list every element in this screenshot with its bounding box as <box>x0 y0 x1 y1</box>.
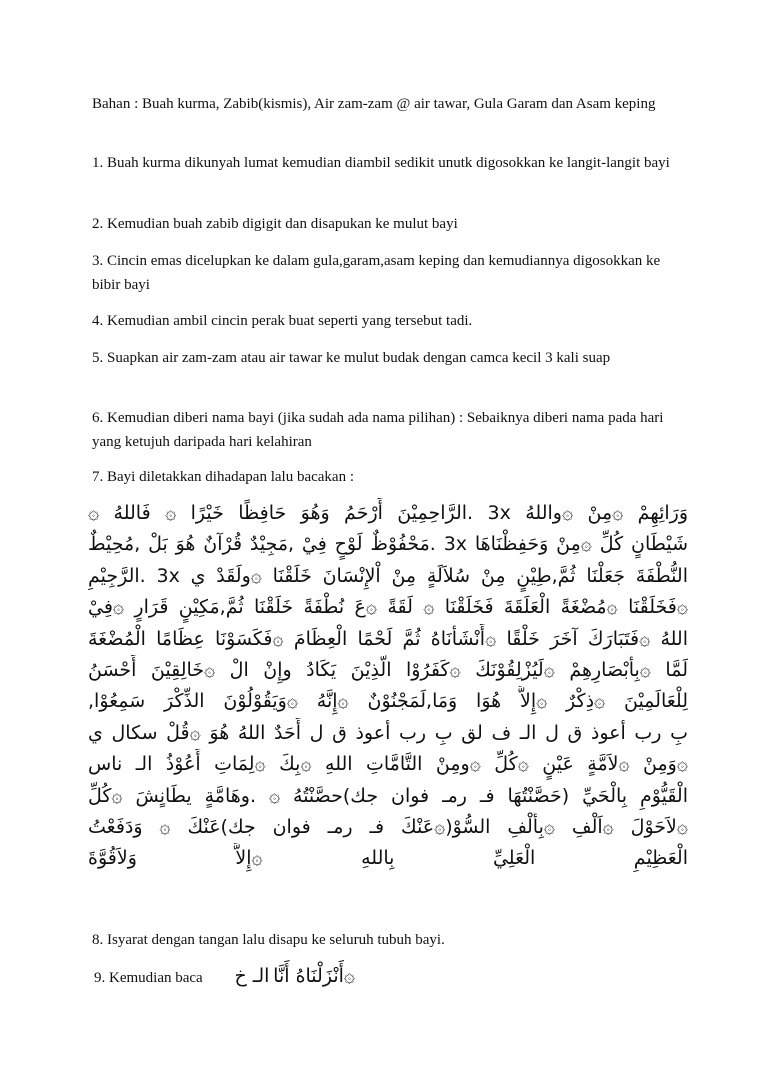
arabic-line: الْعَظِيْمِ الْعَلِيِّ بِاللهِ ۞إِلاَّ وَلاَقُوَّةَ <box>88 847 688 870</box>
step-6-paragraph: 6. Kemudian diberi nama bayi (jika sudah ada nama pilihan) : Sebaiknya diberi nama pada hari yang ketujuh daripada hari kelahiran <box>92 410 664 450</box>
step-9-label: 9. Kemudian baca <box>94 970 203 986</box>
arabic-line: بِ رب أعوذ ق ل الـ ف لق بِ رب أعوذ ق ل أَحَدٌ اللهُ هُوَ ۞قُلْ سكال ي <box>88 721 688 744</box>
step-2-paragraph: 2. Kemudian buah zabib digigit dan disapukan ke mulut bayi <box>92 216 458 232</box>
step-8-paragraph: 8. Isyarat dengan tangan lalu disapu ke seluruh tubuh bayi. <box>92 932 445 948</box>
step-4-paragraph: 4. Kemudian ambil cincin perak buat seperti yang tersebut tadi. <box>92 313 473 329</box>
step-9-arabic-tail: الـ خ <box>234 965 270 987</box>
arabic-prayer-block <box>88 498 688 875</box>
arabic-line: ۞فَخَلَقْنَا ۞مُضْغَةً الْعَلَقَةَ فَخَلَقْنَا ۞ لَقَةً ۞عَ نُطْفَةً خَلَقْنَا ثُمَّ,مَكِيْنٍ قَرَارٍ ۞فِيْ <box>88 596 688 619</box>
arabic-line: لَمَّا ۞بِأَبْصَارِهِمْ ۞لَيُزْلِقُوْنَكَ ۞كَفَرُوْا الَّذِيْنَ يَكَادُ وإِنْ الْ ۞خَالِقِيْنَ أَحْسَنُ <box>88 659 688 682</box>
step-1-paragraph: 1. Buah kurma dikunyah lumat kemudian diambil sedikit unutk digosokkan ke langit-langit bayi <box>92 155 670 171</box>
arabic-line: شَيْطَانٍ كُلِّ ۞مِنْ وَحَفِظْنَاهَا 3x .مَحْفُوْظٌ لَوْحٍ فِيْ ,مَجِيْدٌ قُرْآنٌ هُوَ بَلْ ,مُحِيْطٌ <box>88 533 688 556</box>
step-3-paragraph: 3. Cincin emas dicelupkan ke dalam gula,garam,asam keping dan kemudiannya digosokkan ke bibir bayi <box>92 253 661 293</box>
arabic-line: النُّطْفَةَ جَعَلْنَا ثُمَّ,طِيْنٍ مِنْ سُلاَلَةٍ مِنْ اْلإِنْسَانَ خَلَقْنَا ۞ولَقَدْ ي 3x .الرَّجِيْمِ <box>88 564 688 587</box>
arabic-line: وَرَائِهِمْ ۞مِنْ ۞واللهُ 3x .الرَّاحِمِيْنَ أَرْحَمُ وَهُوَ حَافِظًا خَيْرًا ۞ فَاللهُ ۞ <box>88 502 688 524</box>
step-5-paragraph: 5. Suapkan air zam-zam atau air tawar ke mulut budak dengan camca kecil 3 kali suap <box>92 350 611 366</box>
step-9-arabic: ۞أَنْزَلْنَاهُ أَنَّا <box>273 965 356 987</box>
ingredients-paragraph: Bahan : Buah kurma, Zabib(kismis), Air zam-zam @ air tawar, Gula Garam dan Asam keping <box>92 96 656 112</box>
arabic-line: اللهُ ۞فَتَبَارَكَ آخَرَ خَلْقًا ۞أَنْشَأْنَاهُ ثُمَّ لَحْمًا الْعِظَامَ ۞فَكَسَوْنَا عِظَامًا الْمُضْغَةَ <box>88 627 688 650</box>
arabic-line: لِلْعَالَمِيْنَ ۞ذِكْرٌ ۞إِلاَّ هُوَا وَمَا,لَمَجْنُوْنٌ ۞إِنَّهُ ۞وَيَقُوْلُوْنَ الذِّكْرَ سَمِعُوْا, <box>88 690 688 713</box>
arabic-line: الْقَيُّوْمِ بِالْحَيِّ (حَصَّنْتُهَا فـ رمـ فوان جك)حصَّنْتُهُ ۞ .وهَامَّةٍ يطَانٍشَ ۞كُلِّ <box>88 784 688 807</box>
arabic-line: ۞وَمِنْ ۞لاَمَّةٍ عَيْنٍ ۞كُلِّ ۞ومِنْ التَّامَّاتِ اللهِ ۞بِكَ ۞لِمَاتِ أَعُوْذُ الـ ناس <box>88 753 688 776</box>
step-9-paragraph <box>94 964 684 990</box>
arabic-line: ۞لاَحَوْلَ ۞اَلْفِ ۞بِأَلْفِ السُّوْ(۞عَنْكَ فـ رمـ فوان جك)عَنْكَ ۞ وَدَفَعْتُ <box>88 816 688 839</box>
step-7-paragraph: 7. Bayi diletakkan dihadapan lalu bacakan : <box>92 469 354 485</box>
